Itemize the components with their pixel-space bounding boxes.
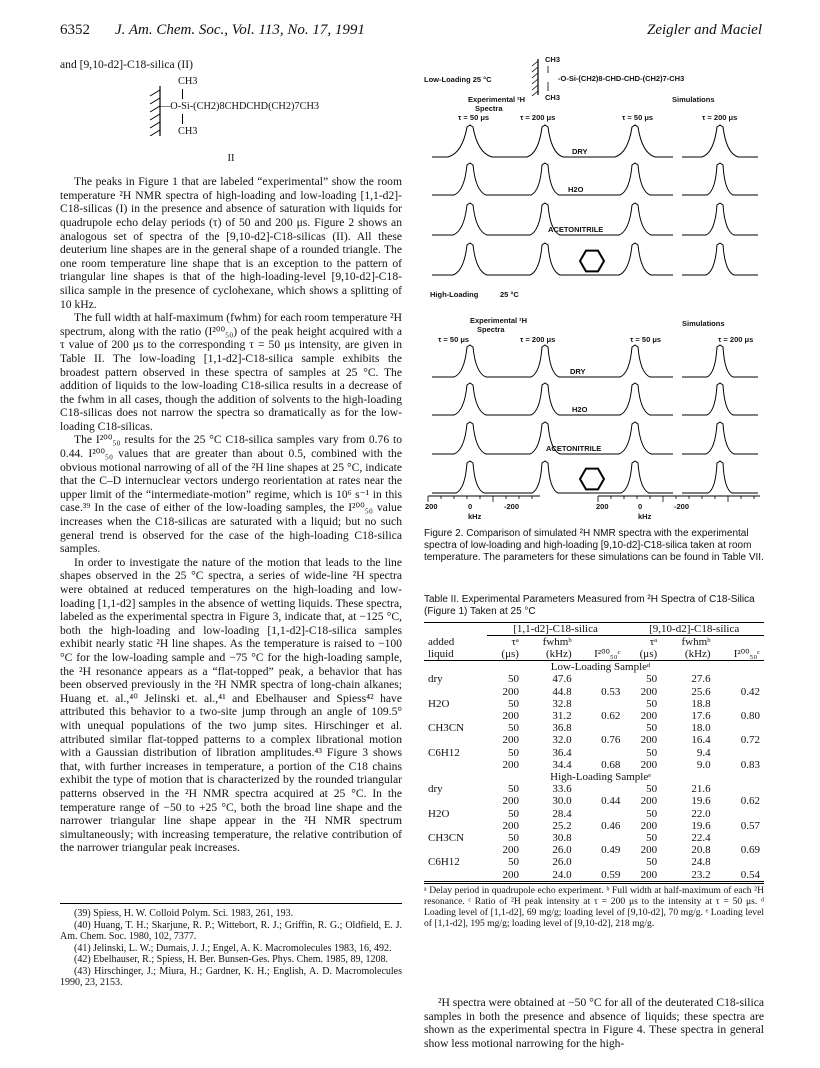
value-cell: 200	[640, 758, 658, 771]
table-row	[424, 808, 764, 820]
table-group-2: [9,10-d2]-C18-silica	[624, 622, 764, 635]
liquid-cell	[424, 710, 487, 722]
value-cell	[715, 856, 764, 868]
cyclohexane-icon	[580, 469, 604, 490]
spectrum-trace	[432, 422, 508, 454]
page-number: 6352	[60, 22, 90, 38]
value-cell: 50	[646, 673, 658, 686]
value-cell: 50	[646, 697, 658, 710]
spectrum-trace	[597, 383, 673, 415]
fig-h2o-2: H2O	[572, 405, 588, 414]
value-cell	[715, 698, 764, 710]
value-cell: 50	[646, 783, 658, 796]
spectrum-trace	[507, 243, 583, 275]
table-row	[424, 673, 764, 685]
value-cell: 50	[507, 807, 519, 820]
table-row	[424, 686, 764, 698]
journal-citation: J. Am. Chem. Soc., Vol. 113, No. 17, 1991	[115, 22, 365, 38]
liquid-cell: dry	[428, 673, 443, 686]
spectrum-trace	[597, 461, 673, 493]
table-row	[424, 869, 764, 882]
table-ii	[424, 594, 764, 929]
spectrum-trace	[682, 461, 758, 493]
left-column	[60, 58, 402, 855]
fig-tick-0-a: 0	[468, 502, 473, 511]
th-fwhm-1: fwhmᵇ	[542, 635, 572, 648]
th-tau-unit-1: (μs)	[501, 648, 519, 660]
structure-ch3-bottom: CH3	[178, 125, 198, 137]
liquid-cell	[424, 844, 487, 856]
table-row	[424, 856, 764, 868]
fig-khz-a: kHz	[468, 512, 482, 521]
value-cell: 17.6	[691, 710, 711, 723]
table-row	[424, 722, 764, 734]
compound-label: II	[227, 152, 235, 164]
liquid-cell: C6H12	[428, 856, 460, 869]
spectrum-trace	[432, 243, 508, 275]
spectrum-trace	[682, 203, 758, 235]
value-cell: 0.54	[740, 868, 760, 881]
value-cell: 18.8	[691, 697, 711, 710]
value-cell: 16.4	[691, 734, 711, 747]
value-cell: 0.46	[601, 819, 621, 832]
spectrum-trace	[682, 243, 758, 275]
hatch-mark	[532, 85, 538, 90]
fig-tau200-a: τ = 200 μs	[520, 113, 556, 122]
reference-39: (39) Spiess, H. W. Colloid Polym. Sci. 1983, 261, 193.	[74, 908, 294, 919]
spectrum-trace	[597, 422, 673, 454]
hatch-mark	[532, 79, 538, 84]
table-title: Table II. Experimental Parameters Measured from ²H Spectra of C18-Silica (Figure 1) Taken at 25 °C	[424, 594, 755, 617]
fig-spectra-label-2: Spectra	[477, 325, 505, 334]
value-cell	[576, 698, 625, 710]
th-tau-2: τᵃ	[649, 635, 658, 648]
value-cell: 0.44	[601, 795, 621, 808]
value-cell: 36.8	[552, 722, 572, 735]
value-cell: 200	[502, 758, 519, 771]
fig-experimental-label-1: Experimental ²H	[468, 95, 526, 104]
value-cell: 50	[646, 832, 658, 845]
structure-chain: —O-Si-(CH2)8CHDCHD(CH2)7CH3	[160, 100, 320, 112]
spectrum-trace	[432, 125, 508, 157]
value-cell: 50	[646, 807, 658, 820]
table-grid	[424, 622, 764, 882]
th-fwhm-2: fwhmᵇ	[681, 635, 711, 648]
liquid-cell: H2O	[428, 697, 450, 710]
value-cell: 200	[502, 844, 519, 857]
section-high-loading: High-Loading Sampleᵉ	[550, 771, 652, 784]
liquid-cell: CH3CN	[428, 722, 465, 735]
fig-spectra-label-1: Spectra	[475, 104, 503, 113]
value-cell: 200	[640, 819, 658, 832]
value-cell: 0.49	[601, 844, 621, 857]
value-cell	[576, 808, 625, 820]
value-cell: 21.6	[691, 783, 711, 796]
value-cell: 19.6	[691, 819, 711, 832]
value-cell: 22.4	[691, 832, 711, 845]
low-loading-section	[424, 661, 764, 771]
spectrum-trace	[682, 383, 758, 415]
liquid-cell	[424, 820, 487, 832]
value-cell: 25.2	[552, 819, 572, 832]
value-cell: 26.0	[552, 844, 572, 857]
table-row	[424, 844, 764, 856]
value-cell: 0.83	[740, 758, 760, 771]
table-footnotes: ᵃ Delay period in quadrupole echo experiment. ᵇ Full width at half-maximum of each ²H resonance. ᶜ Ratio of ²H peak intensity at τ = 200 μs to the intensity at τ = 50 μs. ᵈ Loading level of [1,1-d2], 69 mg/g; loading level of [9,10-d2], 70 mg/g. ᵉ Loading level of [1,1-d2], 195 mg/g; loading level of [9,10-d2], 218 mg/g.	[424, 884, 764, 929]
liquid-cell: dry	[428, 783, 443, 796]
spectrum-trace	[682, 422, 758, 454]
value-cell	[715, 832, 764, 844]
spectrum-trace	[682, 163, 758, 195]
value-cell: 0.62	[601, 710, 621, 723]
value-cell: 24.0	[552, 868, 572, 881]
spectrum-trace	[432, 461, 508, 493]
liquid-cell: CH3CN	[428, 832, 465, 845]
value-cell: 200	[502, 710, 519, 723]
hatch-mark	[532, 73, 538, 78]
value-cell: 0.80	[740, 710, 760, 723]
table-row	[424, 710, 764, 722]
fig-tau50-a: τ = 50 μs	[458, 113, 490, 122]
footnote-rule	[60, 903, 402, 904]
value-cell: 200	[502, 819, 519, 832]
value-cell: 24.8	[691, 856, 711, 869]
reference-42: (42) Ebelhauser, R.; Spiess, H. Ber. Bunsen-Ges. Phys. Chem. 1985, 89, 1208.	[74, 954, 389, 965]
fig-tau200-b: τ = 200 μs	[702, 113, 738, 122]
fig-ch3-top: CH3	[545, 55, 561, 64]
fig-tau200-c: τ = 200 μs	[520, 335, 556, 344]
paragraph-1: The peaks in Figure 1 that are labeled “experimental” show the room temperature ²H NMR spectra of high-loading and low-loading [1,1-d2]-C18-silicas (I) in the presence and absence of saturation with liquids for quadrupole echo delay periods (τ) of 50 and 200 μs. Figure 2 shows an analogous set of spectra of the [9,10-d2]-C18-silicas (II). All these deuterium line shapes are in the general shape of a rounded triangle. The one room temperature line shape that is an exception to the pattern of triangular line shapes is that of the high-loading-level [9,10-d2]-C18-silica sample in the presence of cyclohexane, which shows a splitting of 10 kHz.	[60, 175, 402, 311]
fig-h2o-1: H2O	[568, 185, 584, 194]
value-cell: 50	[507, 783, 519, 796]
cyclohexane-icon	[580, 251, 604, 272]
th-fwhm-unit-1: (kHz)	[546, 648, 572, 660]
value-cell	[715, 722, 764, 734]
intro-line: and [9,10-d2]-C18-silica (II)	[60, 58, 193, 71]
value-cell: 200	[640, 685, 658, 698]
fig-dry-2: DRY	[570, 367, 586, 376]
value-cell: 50	[507, 697, 519, 710]
value-cell: 0.76	[601, 734, 621, 747]
spectrum-trace	[597, 243, 673, 275]
figure-caption: Figure 2. Comparison of simulated ²H NMR spectra with the experimental spectra of low-loading and high-loading [9,10-d2]-C18-silica taken at room temperature. The parameters for these simulations can be found in Table VII.	[424, 528, 764, 563]
right-column-text: ²H spectra were obtained at −50 °C for all of the deuterated C18-silica samples in both the presence and absence of liquids; these spectra are shown as the experimental spectra in Figure 4. These spectra in general show less motional narrowing for the high-	[424, 996, 764, 1050]
value-cell: 200	[502, 868, 519, 881]
fig-high-temp-label: 25 °C	[500, 290, 519, 299]
value-cell	[576, 783, 625, 795]
value-cell: 9.4	[696, 746, 711, 759]
value-cell: 200	[640, 734, 658, 747]
fig-tau50-b: τ = 50 μs	[622, 113, 654, 122]
value-cell: 34.4	[552, 758, 572, 771]
th-ratio-2: I²⁰⁰₅₀ᶜ	[733, 648, 760, 660]
table-row	[424, 795, 764, 807]
value-cell: 0.72	[740, 734, 760, 747]
value-cell: 50	[507, 832, 519, 845]
hatch-mark	[532, 61, 538, 66]
th-tau-1: τᵃ	[511, 635, 519, 648]
value-cell: 36.4	[552, 746, 572, 759]
fig-tau50-c: τ = 50 μs	[438, 335, 470, 344]
value-cell	[576, 832, 625, 844]
spectrum-trace	[597, 345, 673, 377]
references	[60, 908, 402, 989]
figure-2	[420, 55, 765, 525]
value-cell: 50	[507, 673, 519, 686]
value-cell: 50	[646, 856, 658, 869]
hatch-mark	[532, 91, 538, 96]
fig-tick-neg200-b: -200	[674, 502, 690, 511]
value-cell: 19.6	[691, 795, 711, 808]
spectrum-trace	[597, 203, 673, 235]
table-row	[424, 820, 764, 832]
value-cell: 20.8	[691, 844, 711, 857]
value-cell: 200	[640, 795, 658, 808]
th-fwhm-unit-2: (kHz)	[684, 648, 711, 660]
paragraph-3: The I²⁰⁰₅₀ results for the 25 °C C18-silica samples vary from 0.76 to 0.44. I²⁰⁰₅₀ values that are greater than about 0.5, combined with the obvious motional narrowing of all of the ²H line shapes at 25 °C, indicate that the C–D internuclear vectors undergo reorientation at rates near the upper limit of the “intermediate-motion” regime, which is 10⁶ s⁻¹ in this case.³⁹ In the case of either of the low-loading samples, the I²⁰⁰₅₀ value increases when the C18-silicas are saturated with a liquid; but no such general trend is observed for the case of the high-loading C18-silica samples.	[60, 433, 402, 556]
value-cell	[576, 673, 625, 685]
value-cell: 0.42	[740, 685, 760, 698]
spectrum-trace	[432, 345, 508, 377]
fig-low-loading-label: Low-Loading 25 °C	[424, 75, 492, 84]
value-cell: 200	[502, 795, 519, 808]
value-cell: 27.6	[691, 673, 711, 686]
reference-41: (41) Jelinski, L. W.; Dumais, J. J.; Engel, A. K. Macromolecules 1983, 16, 492.	[74, 942, 392, 954]
paragraph-4: In order to investigate the nature of the motion that leads to the line shapes observed in the 25 °C spectra, a series of wide-line ²H spectra were obtained at reduced temperatures on the high-loading and low-loading [1,1-d2] samples in the absence of wetting liquids. These spectra, labeled as the experimental spectra in Figure 3, indicate that, at −125 °C, both the high-loading and low-loading [1,1-d2]-C18-silica samples exhibit nearly static ²H line shapes. As the temperature is raised to −100 °C for the low-loading sample and −75 °C for the high-loading sample, the ²H resonance appears as a “flat-topped” peak, a behavior that has been observed previously in the ²H NMR spectra of long-chain alkanes; Huang et. al.,⁴⁰ Jelinski et. al.,⁴¹ and Ebelhauser and Spiess⁴² have attributed this behavior to a two-site jump through an angle of 109.5° with unequal populations of the two jump sites. Hirschinger et al. attributed similar flat-topped patterns to a complex librational motion with a Gaussian distribution of libration amplitudes.⁴³ Figure 3 shows that, with further increases in temperature, a portion of the C18 chains exhibit the type of motion that is characterized by the rounded triangular patterns observed in the ²H NMR spectra acquired at 25 °C. In the temperature range of −50 to +25 °C, both the broad line shape and the narrower triangular line shape appear in the ²H NMR spectrum simultaneously; with increasing temperature, the relative contribution of the narrower triangular peak increases.	[60, 555, 402, 855]
fig-acetonitrile-2: ACETONITRILE	[546, 444, 602, 453]
value-cell: 50	[507, 746, 519, 759]
value-cell: 22.0	[691, 807, 711, 820]
value-cell: 0.53	[601, 685, 621, 698]
table-row	[424, 747, 764, 759]
value-cell: 0.69	[740, 844, 760, 857]
liquid-cell: C6H12	[428, 746, 460, 759]
value-cell: 200	[502, 685, 519, 698]
liquid-cell	[424, 734, 487, 746]
table-group-1: [1,1-d2]-C18-silica	[487, 622, 625, 635]
th-liquid: liquid	[428, 648, 454, 660]
spectrum-trace	[682, 345, 758, 377]
fig-tau200-d: τ = 200 μs	[718, 335, 754, 344]
value-cell: 0.62	[740, 795, 760, 808]
value-cell: 18.0	[691, 722, 711, 735]
table-row	[424, 734, 764, 746]
authors: Zeigler and Maciel	[647, 22, 762, 38]
value-cell: 32.0	[552, 734, 572, 747]
fig-acetonitrile-1: ACETONITRILE	[548, 225, 604, 234]
value-cell: 0.68	[601, 758, 621, 771]
fig-ch3-bottom: CH3	[545, 93, 561, 102]
th-ratio-1: I²⁰⁰₅₀ᶜ	[594, 648, 621, 660]
value-cell: 200	[640, 710, 658, 723]
value-cell	[715, 747, 764, 759]
value-cell: 32.8	[552, 697, 572, 710]
fig-tau50-d: τ = 50 μs	[630, 335, 662, 344]
value-cell	[715, 673, 764, 685]
table-row	[424, 783, 764, 795]
liquid-cell	[424, 686, 487, 698]
high-loading-section	[424, 771, 764, 881]
value-cell: 44.8	[552, 685, 572, 698]
value-cell: 0.59	[601, 868, 621, 881]
fig-high-loading-label: High-Loading	[430, 290, 479, 299]
value-cell: 50	[646, 722, 658, 735]
spectrum-trace	[597, 163, 673, 195]
liquid-cell	[424, 759, 487, 771]
table-row	[424, 832, 764, 844]
spectrum-trace	[597, 125, 673, 157]
spectrum-trace	[682, 125, 758, 157]
fig-tick-0-b: 0	[638, 502, 643, 511]
table-row	[424, 759, 764, 771]
liquid-cell	[424, 795, 487, 807]
fig-khz-b: kHz	[638, 512, 652, 521]
value-cell: 50	[507, 722, 519, 735]
fig-chain: -O-Si-(CH2)8-CHD-CHD-(CH2)7-CH3	[558, 74, 685, 83]
value-cell: 30.0	[552, 795, 572, 808]
fig-dry-1: DRY	[572, 147, 588, 156]
spectrum-trace	[507, 461, 583, 493]
value-cell: 50	[507, 856, 519, 869]
value-cell: 200	[502, 734, 519, 747]
fig-experimental-label-2: Experimental ²H	[470, 316, 528, 325]
value-cell: 200	[640, 868, 658, 881]
fig-simulations-label-2: Simulations	[682, 319, 725, 328]
value-cell	[715, 808, 764, 820]
value-cell: 30.8	[552, 832, 572, 845]
paragraph-2: The full width at half-maximum (fwhm) for each room temperature ²H spectrum, along with the ratio (I²⁰⁰₅₀) of the peak height acquired with a τ value of 200 μs to the corresponding τ = 50 μs intensity, are given in Table II. The low-loading [1,1-d2]-C18-silica sample exhibits the broadest pattern observed in these spectra of samples at 25 °C. The addition of liquids to the low-loading C18-silica results in a decrease of the fwhm in all cases, though the addition of solvents to the high-loading C18-silicas does not narrow the spectra so dramatically as for the low-loading C18-silicas.	[60, 311, 402, 433]
value-cell	[576, 747, 625, 759]
reference-43: (43) Hirschinger, J.; Miura, H.; Gardner, K. H.; English, A. D. Macromolecules 1990, 23, 2153.	[60, 965, 402, 988]
fig-tick-200-a: 200	[425, 502, 438, 511]
value-cell	[715, 783, 764, 795]
th-tau-unit-2: (μs)	[639, 648, 658, 660]
structure-ch3-top: CH3	[178, 75, 198, 87]
reference-40: (40) Huang, T. H.; Skarjune, R. P.; Wittebort, R. J.; Griffin, R. G.; Oldfield, E. J. Am. Chem. Soc. 1980, 102, 7377.	[60, 919, 402, 942]
value-cell: 25.6	[691, 685, 711, 698]
th-added: added	[428, 635, 455, 648]
value-cell: 50	[646, 746, 658, 759]
value-cell	[576, 722, 625, 734]
fig-simulations-label-1: Simulations	[672, 95, 715, 104]
value-cell: 26.0	[552, 856, 572, 869]
hatch-mark	[532, 67, 538, 72]
spectrum-trace	[432, 383, 508, 415]
fig-tick-200-b: 200	[596, 502, 609, 511]
value-cell: 0.57	[740, 819, 760, 832]
liquid-cell: H2O	[428, 807, 450, 820]
spectrum-trace	[432, 203, 508, 235]
chemical-structure-ii	[146, 76, 402, 142]
value-cell: 47.6	[552, 673, 572, 686]
liquid-cell	[424, 869, 487, 882]
value-cell: 33.6	[552, 783, 572, 796]
value-cell: 23.2	[691, 868, 711, 881]
value-cell: 9.0	[696, 758, 711, 771]
fig-tick-neg200-a: -200	[504, 502, 520, 511]
section-low-loading: Low-Loading Sampleᵈ	[550, 661, 651, 674]
value-cell: 200	[640, 844, 658, 857]
value-cell	[576, 856, 625, 868]
value-cell: 28.4	[552, 807, 572, 820]
value-cell: 31.2	[552, 710, 572, 723]
table-row	[424, 698, 764, 710]
spectrum-trace	[432, 163, 508, 195]
